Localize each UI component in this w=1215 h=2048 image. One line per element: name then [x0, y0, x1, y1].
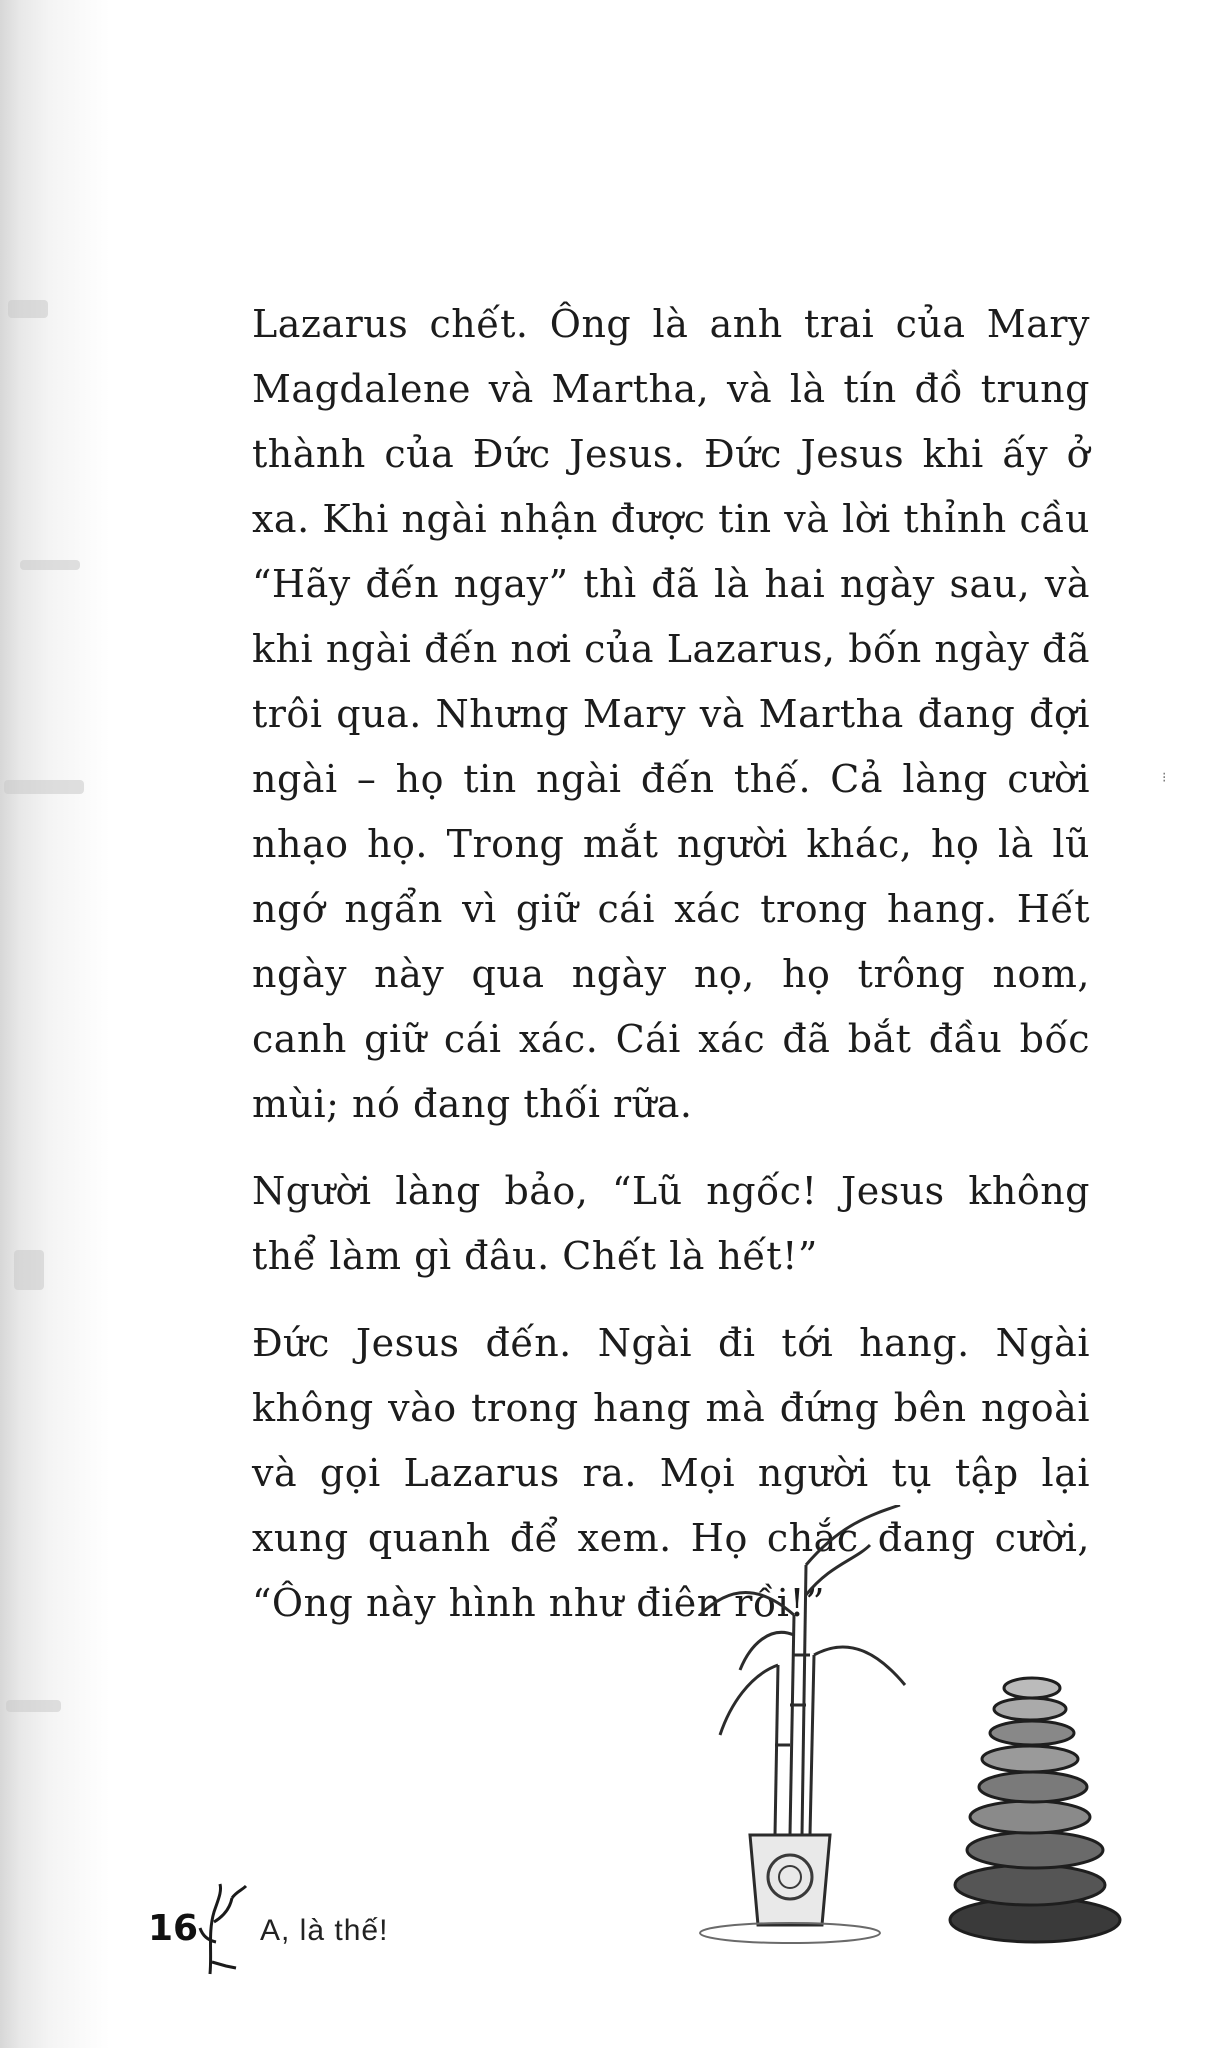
- stacked-stones-icon: [950, 1678, 1120, 1942]
- paragraph-2: Người làng bảo, “Lũ ngốc! Jesus không thể làm gì đâu. Chết là hết!”: [252, 1169, 1090, 1278]
- page-number: 16: [148, 1908, 199, 1949]
- paragraph-1: Lazarus chết. Ông là anh trai của Mary Magdalene và Martha, và là tín đồ trung thành của Đức Jesus. Đức Jesus khi ấy ở xa. Khi ngài nhận được tin và lời thỉnh cầu “Hãy đến ngay” thì đã là hai ngày sau, và khi ngài đến nơi của Lazarus, bốn ngày đã trôi qua. Nhưng Mary và Martha đang đợi ngài – họ tin ngài đến thế. Cả làng cười nhạo họ. Trong mắt người khác, họ là lũ ngớ ngẩn vì giữ cái xác trong hang. Hết ngày này qua ngày nọ, họ trông nom, canh giữ cái xác. Cái xác đã bắt đầu bốc mùi; nó đang thối rữa.: [252, 302, 1090, 1126]
- page-edge-shadow: [0, 0, 110, 2048]
- bamboo-and-stones-illustration: [690, 1505, 1130, 1945]
- bare-tree-icon: [196, 1882, 266, 1977]
- page-body-text: [252, 292, 1090, 1658]
- page-footer: [148, 1900, 448, 1970]
- paragraph-3: Đức Jesus đến. Ngài đi tới hang. Ngài không vào trong hang mà đứng bên ngoài và gọi Lazarus ra. Mọi người tụ tập lại xung quanh để xem. Họ chắc đang cười, “Ông này hình như điên rồi!”: [252, 1321, 1090, 1625]
- bamboo-plant-icon: [700, 1505, 905, 1835]
- margin-scan-mark: ⁝: [1162, 770, 1167, 786]
- flower-pot-icon: [700, 1835, 880, 1943]
- running-title: A, là thế!: [260, 1914, 389, 1947]
